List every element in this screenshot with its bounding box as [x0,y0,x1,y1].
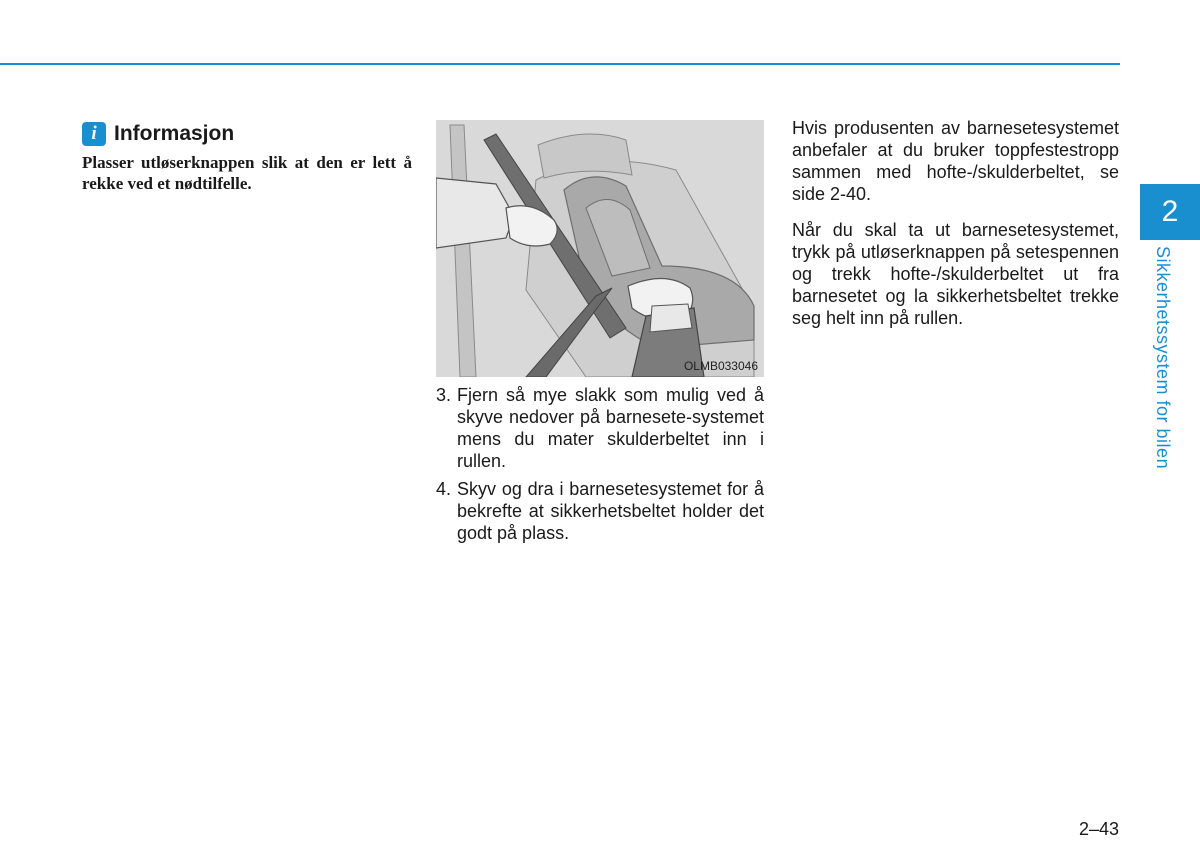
steps-list [436,384,764,550]
step-number: 3. [436,385,452,405]
paragraph-removal: Når du skal ta ut barnesetesystemet, trykk på utløserknappen på setespennen og trekk hofte-/skulderbeltet ut fra barnesetet og la sikkerhetsbeltet trekke seg helt inn på rullen. [792,220,1119,328]
right-column [792,117,1119,343]
child-seat-illustration [436,120,764,377]
step-text: Skyv og dra i barnesetesystemet for å bekrefte at sikkerhetsbeltet holder det godt på plass. [457,479,764,543]
list-item [436,478,764,544]
info-header [82,122,412,146]
chapter-tab: 2 [1140,184,1200,240]
chapter-title: Sikkerhetssystem for bilen [1153,246,1173,470]
header-rule [0,63,1120,65]
page-number: 2–43 [1079,819,1120,839]
list-item [436,384,764,472]
info-text: Plasser utløserknappen slik at den er lett å rekke ved et nødtilfelle. [82,153,412,193]
figure-code: OLMB033046 [683,359,758,373]
step-number: 4. [436,479,452,499]
illustration-drawing [436,120,764,377]
info-icon: i [82,122,106,146]
info-title: Informasjon [114,122,235,145]
step-text: Fjern så mye slakk som mulig ved å skyve nedover på barnesete-systemet mens du mater skulderbeltet inn i rullen. [457,385,764,471]
info-box [82,122,412,194]
paragraph-top-tether: Hvis produsenten av barnesetesystemet anbefaler at du bruker toppfestestropp sammen med hofte-/skulderbeltet, se side 2-40. [792,118,1119,204]
